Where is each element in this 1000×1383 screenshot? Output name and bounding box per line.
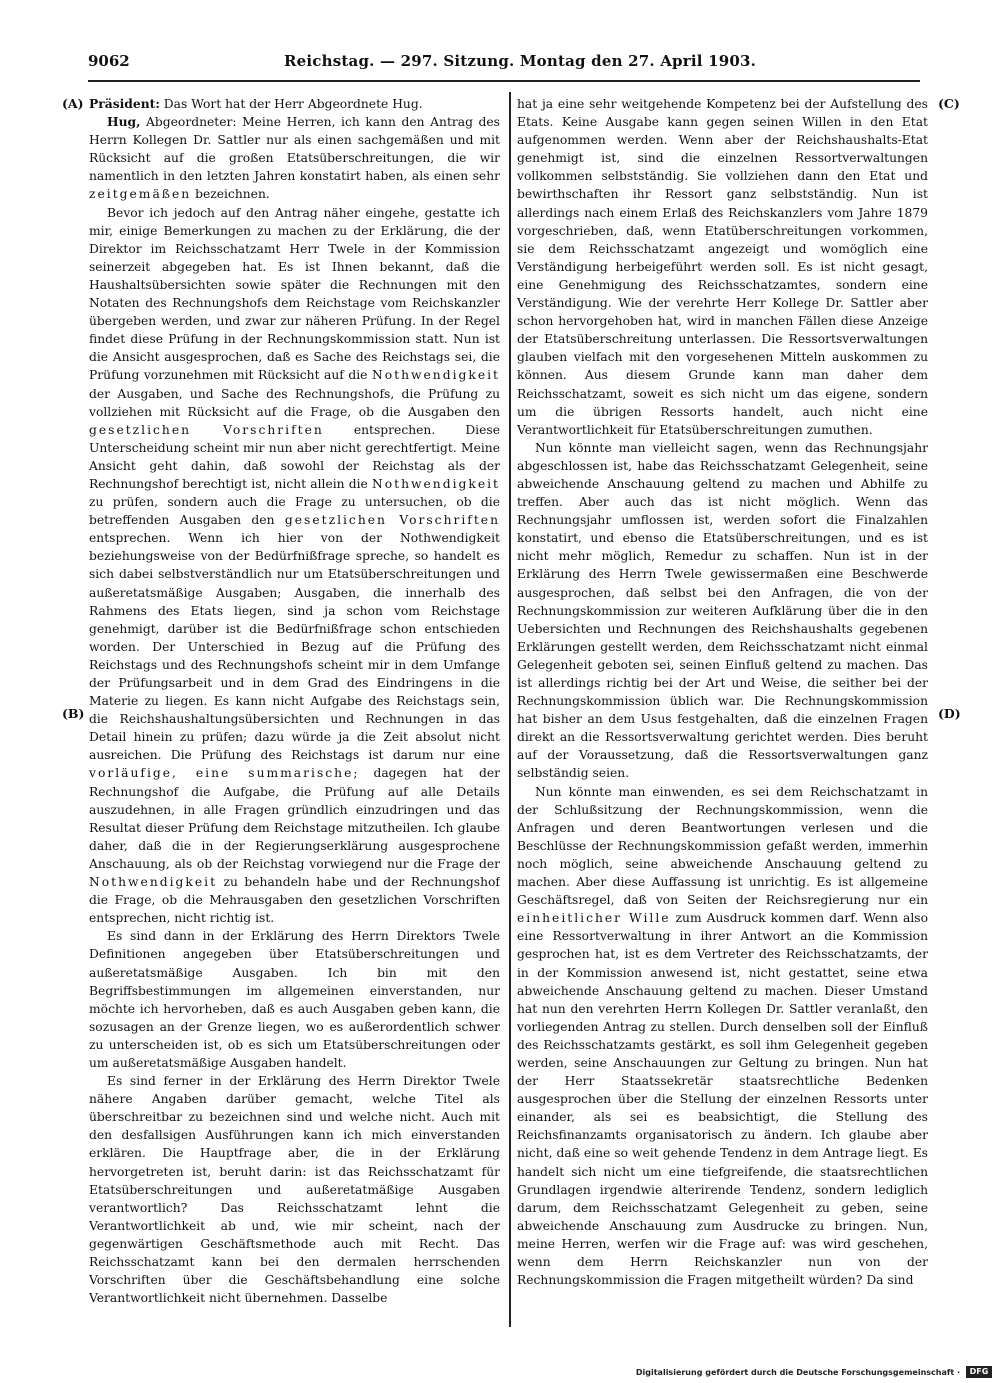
emphasis: zeitgemäßen: [89, 187, 192, 202]
margin-marker-c: (C): [938, 96, 960, 111]
paragraph: Es sind ferner in der Erklärung des Herrn Direktor Twele nähere Angaben darüber gemacht, welche Titel als überschreitbar zu bezeichnen sind und welche nicht. Auch mit den desfallsigen Ausführungen kann ich mich einverstanden erklären. Die Hauptfrage aber, die in der Erklärung hervorgetreten ist, beruht darin: ist das Reichsschatzamt für Etatsüberschreitungen und außeretatmäßige Ausgaben verantwortlich? Das Reichsschatzamt lehnt die Verantwortlichkeit ab und, wie mir scheint, nach der gegenwärtigen Geschäftsmethode auch mit Recht. Das Reichsschatzamt kann bei den dermalen herrschenden Vorschriften über die Geschäftsbehandlung eine solche Verantwortlichkeit nicht übernehmen. Dasselbe: [89, 1074, 500, 1306]
emphasis: Nothwendigkeit: [371, 476, 500, 491]
digitization-footer: [636, 1364, 992, 1380]
paragraph: Präsident: Das Wort hat der Herr Abgeordnete Hug.: [89, 96, 423, 111]
paragraph: hat ja eine sehr weitgehende Kompetenz bei der Aufstellung des Etats. Keine Ausgabe kann gegen seinen Willen in den Etat aufgenommen werden. Wenn aber der Reichshaushalts-Etat genehmigt ist, sind die einzelnen Ressortverwaltungen vollkommen selbstständig. Sie vollziehen dann den Etat und bewirthschaften ihr Ressort ganz selbstständig. Nun ist allerdings nach einem Erlaß des Reichskanzlers vom Jahre 1879 vorgeschrieben, daß, wenn Etatüberschreitungen vorkommen, sie dem Reichsschatzamt angezeigt und womöglich eine Verständigung herbeigeführt werden soll. Es ist nicht gesagt, eine Genehmigung des Reichsschatzamtes, sondern eine Verständigung. Wie der verehrte Herr Kollege Dr. Sattler aber schon hervorgehoben hat, wird in manchen Fällen diese Anzeige der Etatsüberschreitung unterlassen. Die Ressortsverwaltungen glauben vielfach mit den vorgesehenen Mitteln auskommen zu können. Aus diesem Grunde kann man daher dem Reichsschatzamt, soweit es sich nicht um das eigene, sondern um die übrigen Ressorts handelt, auch nicht eine Verantwortlichkeit für Etatsüberschreitungen zumuthen.: [517, 97, 928, 437]
column-divider: [509, 92, 511, 1327]
speaker-name: Hug,: [107, 114, 141, 130]
emphasis: vorläufige, eine summarische: [89, 766, 354, 781]
margin-marker-a: (A): [62, 96, 84, 111]
paragraph: Bevor ich jedoch auf den Antrag näher eingehe, gestatte ich mir, einige Bemerkungen zu machen zu der Erklärung, die der Direktor im Reichsschatzamt Herr Twele in der Kommission seinerzeit abgegeben hat. Es ist Ihnen bekannt, daß die Haushaltsübersichten sowie später die Rechnungen mit den Notaten des Rechnungshofs dem Reichstage vom Reichskanzler übergeben werden, und zwar zur näheren Prüfung. In der Regel findet diese Prüfung in der Rechnungskommission statt. Nun ist die Ansicht ausgesprochen, daß es Sache des Reichstags sei, die Prüfung vorzunehmen mit Rücksicht auf die Nothwendigkeit der Ausgaben, und Sache des Rechnungshofs, die Prüfung zu vollziehen mit Rücksicht auf die Frage, ob die Ausgaben den gesetzlichen Vorschriften entsprechen. Diese Unterscheidung scheint mir nun aber nicht gerechtfertigt. Meine Ansicht geht dahin, daß sowohl der Reichstag als der Rechnungshof berechtigt ist, nicht allein die Nothwendigkeit zu prüfen, sondern auch die Frage zu untersuchen, ob die betreffenden Ausgaben den gesetzlichen Vorschriften entsprechen. Wenn ich hier von der Nothwendigkeit beziehungsweise von der Bedürfnißfrage spreche, so handelt es sich dabei selbstverständlich nur um Etatsüberschreitungen und außeretatsmäßige Ausgaben; Ausgaben, die innerhalb des Rahmens des Etats liegen, sind ja schon vom Reichstage genehmigt, darüber ist die Bedürfnißfrage schon entschieden worden. Der Unterschied in Bezug auf die Prüfung des Reichstags und des Rechnungshofs scheint mir in dem Umfange der Prüfungsarbeit und in dem Grad des Eindringens in die Materie zu liegen. Es kann nicht Aufgabe des Reichstags sein, die Reichshaushaltungsübersichten und Rechnungen in das Detail hinein zu prüfen; dazu würde ja die Zeit absolut nicht ausreichen. Die Prüfung des Reichstags ist darum nur eine vorläufige, eine summarische; dagegen hat der Rechnungshof die Aufgabe, die Prüfung auf alle Details auszudehnen, in alle Fragen gründlich einzudringen und das Resultat dieser Prüfung dem Reichstage mitzutheilen. Ich glaube daher, daß die in der Regierungserklärung ausgesprochene Anschauung, als ob der Reichstag vorwiegend nur die Frage der Nothwendigkeit zu behandeln habe und der Rechnungshof die Frage, ob die Mehrausgaben den gesetzlichen Vorschriften entsprechen, nicht richtig ist.: [89, 205, 500, 926]
paragraph: Nun könnte man einwenden, es sei dem Reichschatzamt in der Schlußsitzung der Rechnungskommission, wenn die Anfragen und deren Beantwortungen verlesen und die Beschlüsse der Rechnungskommission gefaßt werden, immerhin noch möglich, seine abweichende Anschauung geltend zu machen. Aber diese Auffassung ist unrichtig. Es ist allgemeine Geschäftsregel, daß von Seiten der Reichsregierung nur ein einheitlicher Wille zum Ausdruck kommen darf. Wenn also eine Ressortverwaltung in ihrer Antwort an die Kommission gesprochen hat, ist es dem Vertreter des Reichsschatzamts, der in der Kommission anwesend ist, nicht gestattet, seine etwa abweichende Anschauung geltend zu machen. Dieser Umstand hat nun den verehrten Herrn Kollegen Dr. Sattler veranlaßt, den vorliegenden Antrag zu stellen. Durch denselben soll der Einfluß des Reichsschatzamts gestärkt, es soll ihm Gelegenheit gegeben werden, seine Anschauungen zur Geltung zu bringen. Nun hat der Herr Staatssekretär staatsrechtliche Bedenken ausgesprochen über die Stellung der einzelnen Ressorts unter einander, als sei es beabsichtigt, die Stellung des Reichsfinanzamts organisatorisch zu ändern. Ich glaube aber nicht, daß eine so weit gehende Tendenz in dem Antrage liegt. Es handelt sich nicht um eine tiefgreifende, die staatsrechtlichen Grundlagen irgendwie alterirende Tendenz, sondern lediglich darum, dem Reichsschatzamt Gelegenheit zu geben, seine abweichende Anschauung zum Ausdrucke zu bringen. Nun, meine Herren, werfen wir die Frage auf: was wird geschehen, wenn dem Herrn Reichskanzler nun von der Rechnungskommission die Fragen mitgetheilt würden? Da sind: [517, 784, 928, 1288]
emphasis: Nothwendigkeit: [89, 875, 218, 890]
emphasis: Nothwendigkeit: [371, 368, 500, 383]
margin-marker-d: (D): [938, 706, 961, 721]
paragraph: Hug, Abgeordneter: Meine Herren, ich kann den Antrag des Herrn Kollegen Dr. Sattler nur als einen sachgemäßen und mit Rücksicht auf die großen Etatsüberschreitungen, die wir namentlich in den letzten Jahren konstatirt haben, als einen sehr zeitgemäßen bezeichnen.: [89, 114, 500, 202]
emphasis: einheitlicher Wille: [517, 911, 671, 926]
left-column: [89, 95, 500, 1325]
footer-credit: Digitalisierung gefördert durch die Deutsche Forschungsgemeinschaft ·: [635, 1367, 960, 1377]
margin-marker-b: (B): [62, 706, 85, 721]
running-title: Reichstag. — 297. Sitzung. Montag den 27. April 1903.: [284, 52, 757, 70]
paragraph: Es sind dann in der Erklärung des Herrn Direktors Twele Definitionen angegeben über Etatsüberschreitungen und außeretatsmäßige Ausgaben. Ich bin mit den Begriffsbestimmungen im allgemeinen einverstanden, nur möchte ich hervorheben, daß es auch Ausgaben geben kann, die sozusagen an der Grenze liegen, wo es außerordentlich schwer zu unterscheiden ist, ob es sich um Etatsüberschreitungen oder um außeretatsmäßige Ausgaben handelt.: [89, 929, 500, 1070]
emphasis: gesetzlichen Vorschriften: [284, 513, 500, 528]
paragraph: Nun könnte man vielleicht sagen, wenn das Rechnungsjahr abgeschlossen ist, habe das Reichsschatzamt Gelegenheit, seine abweichende Anschauung geltend zu machen und Abhilfe zu treffen. Aber auch das ist nicht möglich. Wenn das Rechnungsjahr umflossen ist, werden sofort die Finalzahlen konstatirt, und ebenso die Etatsüberschreitungen, und es ist nicht mehr möglich, Remedur zu schaffen. Nun ist in der Erklärung des Herrn Twele gewissermaßen eine Beschwerde ausgesprochen, daß selbst bei den Anfragen, die von der Rechnungskommission zur weiteren Aufklärung über die in den Uebersichten und Rechnungen des Reichshaushalts gegebenen Erklärungen gestellt werden, dem Reichsschatzamt nicht einmal Gelegenheit geboten sei, seinen Einfluß geltend zu machen. Das ist allerdings richtig bei der Art und Weise, die seither bei der Rechnungskommission üblich war. Die Rechnungskommission hat bisher an dem Usus festgehalten, daß die einzelnen Fragen direkt an die Ressortsverwaltung gerichtet werden. Dies beruht auf der Voraussetzung, daß die Ressortsverwaltungen ganz selbständig seien.: [517, 440, 928, 781]
emphasis: gesetzlichen Vorschriften: [89, 422, 324, 437]
page-number: 9062: [88, 52, 130, 70]
dfg-logo-icon: DFG: [966, 1366, 992, 1378]
right-column: [517, 95, 928, 1325]
speaker-name: Präsident:: [89, 96, 160, 111]
page-header: [88, 52, 920, 74]
header-rule: [88, 80, 920, 82]
